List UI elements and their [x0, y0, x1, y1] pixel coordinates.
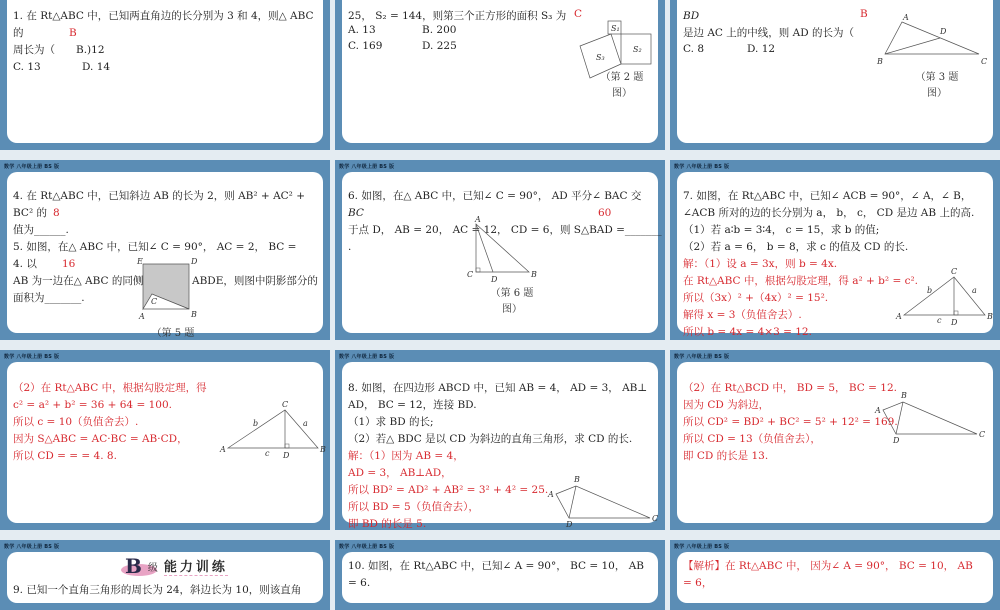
question-8-line1: 8. 如图，在四边形 ABCD 中，已知 AB = 4， AD = 3， AB⊥: [348, 382, 648, 394]
solution-line4: 所以 CD = 13（负值舍去），: [683, 433, 821, 445]
svg-text:b: b: [253, 419, 259, 428]
solution-line1: 解：（1）因为 AB = 4，: [348, 450, 464, 462]
slide-card: [677, 362, 993, 523]
question-1-line2: 的: [13, 27, 24, 39]
question-6-line2: BC: [348, 207, 364, 219]
slide-thumbnail-11[interactable]: [335, 540, 665, 610]
solution-line5: 即 CD 的长是 13.: [683, 450, 769, 462]
answer-4: 8: [53, 207, 60, 219]
angle-bisector-figure: [467, 215, 553, 284]
svg-text:c: c: [265, 449, 270, 458]
svg-text:B: B: [901, 391, 907, 400]
option-c: C. 8: [683, 43, 705, 55]
section-badge: [125, 554, 228, 578]
answer-6: 60: [598, 207, 612, 219]
solution-line5: 即 BD 的长是 5.: [348, 518, 427, 530]
slide-card: [342, 552, 658, 603]
solution-line4: 解得 x = 3（负值舍去）.: [683, 309, 802, 321]
question-3-line1: BD: [683, 10, 700, 22]
question-3-line2: 是边 AC 上的中线，则 AD 的长为（: [683, 27, 854, 39]
slide-header: 数学 八年级上册 BS 版: [674, 544, 730, 550]
question-7-part1: （1）若 a∶b = 3∶4， c = 15，求 b 的值;: [683, 224, 880, 236]
question-5-line2: 4. 以: [13, 258, 37, 270]
svg-text:A: A: [875, 406, 881, 415]
svg-text:E: E: [137, 257, 143, 266]
section-title: 能力训练: [164, 556, 228, 576]
svg-text:B: B: [320, 445, 326, 454]
svg-text:C: C: [467, 270, 474, 279]
svg-text:A: A: [139, 312, 145, 321]
svg-text:D: D: [893, 436, 900, 445]
question-9-line1: 9. 已知一个直角三角形的周长为 24，斜边长为 10，则该直角: [13, 584, 302, 596]
solution-line1: （2）在 Rt△BCD 中， BD = 5， BC = 12.: [683, 382, 897, 394]
svg-text:B: B: [191, 310, 197, 319]
question-8-part1: （1）求 BD 的长;: [348, 416, 434, 428]
square-shaded-figure: [137, 257, 203, 324]
slide-card: [677, 552, 993, 603]
option-a: A. 13: [348, 24, 376, 36]
option-b: B. 200: [422, 24, 457, 36]
option-c: C. 13: [13, 61, 41, 73]
question-4-line1: 4. 在 Rt△ABC 中，已知斜边 AB 的长为 2，则 AB² + AC² +: [13, 190, 306, 202]
slide-card: [7, 552, 323, 603]
answer-1: B: [69, 27, 77, 39]
solution-line2: AD = 3， AB⊥AD，: [348, 467, 452, 479]
slide-thumbnail-10[interactable]: [0, 540, 330, 610]
question-5-line1: 5. 如图，在△ ABC 中，已知∠ C = 90°， AC = 2， BC =: [13, 241, 297, 253]
svg-text:c: c: [937, 316, 942, 325]
svg-text:C: C: [282, 400, 289, 409]
slide-thumbnail-8[interactable]: [335, 350, 665, 530]
svg-text:A: A: [475, 215, 481, 224]
svg-text:C: C: [151, 297, 158, 306]
slide-card: [342, 362, 659, 530]
answer-3: B: [860, 8, 868, 20]
svg-text:B: B: [531, 270, 537, 279]
svg-text:A: A: [903, 13, 909, 22]
solution-line5: 所以 CD = = = 4. 8.: [13, 450, 117, 462]
slide-thumbnail-9[interactable]: [670, 350, 1000, 530]
slide-card: [342, 172, 662, 333]
question-7-line2: ∠ACB 所对的边的长分别为 a， b， c， CD 是边 AB 上的高.: [683, 207, 975, 219]
right-triangle-altitude-figure: [896, 267, 994, 327]
svg-text:S₃: S₃: [596, 53, 605, 62]
solution-line2: c² = a² + b² = 36 + 64 = 100.: [13, 399, 172, 411]
slide-card: [7, 362, 326, 523]
question-6-line3: 于点 D， AB = 20， AC = 12， CD = 6，则 S△BAD =_______: [348, 224, 662, 236]
slide-header: 数学 八年级上册 BS 版: [4, 164, 60, 170]
solution-line2: 在 Rt△ABC 中，根据勾股定理，得 a² + b² = c².: [683, 275, 919, 287]
slide-card: [677, 172, 993, 338]
slide-header: 数学 八年级上册 BS 版: [4, 544, 60, 550]
figure-caption: （第 2 题 图）: [600, 72, 644, 99]
question-7-part2: （2）若 a = 6， b = 8，求 c 的值及 CD 的长.: [683, 241, 909, 253]
figure-caption: （第 3 题 图）: [915, 72, 959, 99]
svg-text:D: D: [951, 318, 958, 327]
solution-line3: 所以（3x）² +（4x）² = 15².: [683, 292, 829, 304]
svg-text:C: C: [979, 430, 986, 439]
svg-text:a: a: [972, 286, 977, 295]
slide-thumbnail-6[interactable]: [670, 160, 1000, 340]
solution-line4: 因为 S△ABC = AC·BC = AB·CD，: [13, 433, 188, 445]
question-6-line4: .: [348, 241, 352, 253]
answer-2: C: [574, 8, 583, 20]
question-8-line2: AD， BC = 12，连接 BD.: [348, 399, 477, 411]
slide-card: [342, 0, 658, 143]
svg-text:S₂: S₂: [633, 45, 642, 54]
analysis-line1: 【解析】在 Rt△ABC 中， 因为∠ A = 90°， BC = 10， AB: [683, 560, 973, 572]
figure-caption: （第 6 题 图）: [490, 288, 534, 315]
solution-line5: 所以 b = 4x = 4×3 = 12.: [683, 326, 812, 338]
slide-card: [7, 172, 323, 339]
slide-thumbnail-3[interactable]: [670, 0, 1000, 150]
question-10-line2: = 6.: [348, 577, 371, 589]
badge-level: 级: [147, 562, 158, 574]
svg-text:D: D: [940, 27, 947, 36]
svg-text:D: D: [566, 520, 573, 529]
question-8-part2: （2）若△ BDC 是以 CD 为斜边的直角三角形，求 CD 的长.: [348, 433, 633, 445]
analysis-line2: = 6，: [683, 577, 713, 589]
slide-header: 数学 八年级上册 BS 版: [4, 354, 60, 360]
badge-letter: B: [125, 554, 142, 578]
slide-header: 数学 八年级上册 BS 版: [339, 544, 395, 550]
question-5-line3b: ABDE，则图中阴影部分的: [192, 275, 318, 287]
option-c: C. 169: [348, 40, 383, 52]
svg-text:S₁: S₁: [611, 24, 620, 33]
svg-text:D: D: [191, 257, 198, 266]
slide-header: 数学 八年级上册 BS 版: [339, 164, 395, 170]
svg-text:B: B: [574, 475, 580, 484]
question-10-line1: 10. 如图，在 Rt△ABC 中，已知∠ A = 90°， BC = 10， AB: [348, 560, 644, 572]
triangle-median-figure: [877, 13, 997, 68]
answer-5: 16: [62, 258, 76, 270]
svg-text:D: D: [491, 275, 498, 284]
svg-text:a: a: [303, 419, 308, 428]
slide-thumbnail-2[interactable]: [335, 0, 665, 150]
solution-line1: 解：（1）设 a = 3x，则 b = 4x.: [683, 258, 838, 270]
question-5-line4: 面积为_______.: [13, 292, 85, 304]
slide-header: 数学 八年级上册 BS 版: [674, 164, 730, 170]
quadrilateral-figure: [548, 475, 660, 529]
question-4-line2: BC² 的: [13, 207, 47, 219]
svg-text:C: C: [951, 267, 958, 276]
slide-thumbnail-7[interactable]: [0, 350, 330, 530]
solution-line1: （2）在 Rt△ABC 中，根据勾股定理，得: [13, 382, 207, 394]
slide-thumbnail-12[interactable]: [670, 540, 1000, 610]
slide-header: 数学 八年级上册 BS 版: [674, 354, 730, 360]
right-triangle-altitude-figure: [220, 400, 326, 460]
question-6-line1: 6. 如图，在△ ABC 中，已知∠ C = 90°， AD 平分∠ BAC 交: [348, 190, 642, 202]
slide-header: 数学 八年级上册 BS 版: [339, 354, 395, 360]
question-4-line3: 值为______.: [13, 224, 69, 236]
question-5-line3: AB 为一边在△ ABC 的同侧: [13, 275, 144, 287]
question-2-line1: 25， S₂ = 144，则第三个正方形的面积 S₃ 为: [348, 10, 567, 22]
solution-line2: 因为 CD 为斜边，: [683, 399, 770, 411]
svg-text:A: A: [548, 490, 554, 499]
question-7-line1: 7. 如图，在 Rt△ABC 中，已知∠ ACB = 90°，∠ A，∠ B，: [683, 190, 972, 202]
solution-line3: 所以 CD² = BD² + BC² = 5² + 12² = 169.: [683, 416, 898, 428]
svg-text:B: B: [987, 312, 993, 321]
svg-text:D: D: [283, 451, 290, 460]
question-1-line1: 1. 在 Rt△ABC 中，已知两直角边的长分别为 3 和 4，则△ ABC: [13, 10, 314, 22]
slide-thumbnail-1[interactable]: [0, 0, 330, 150]
svg-text:C: C: [981, 57, 988, 66]
solution-line3: 所以 c = 10（负值舍去）.: [13, 416, 139, 428]
option-d: D. 14: [82, 61, 111, 73]
figure-caption: （第 5 题: [151, 328, 195, 339]
option-d: D. 225: [422, 40, 457, 52]
svg-text:b: b: [927, 286, 933, 295]
svg-text:A: A: [220, 445, 226, 454]
svg-text:A: A: [896, 312, 902, 321]
question-1-line3: 周长为（ B.)12: [13, 44, 105, 56]
slide-card: [677, 0, 993, 143]
slide-thumbnail-4[interactable]: [0, 160, 330, 340]
slide-card: [7, 0, 323, 143]
option-d: D. 12: [747, 43, 776, 55]
solution-line4: 所以 BD = 5（负值舍去），: [348, 501, 479, 513]
quadrilateral-figure: [875, 391, 987, 445]
svg-text:B: B: [877, 57, 883, 66]
solution-line3: 所以 BD² = AD² + AB² = 3² + 4² = 25.: [348, 484, 549, 496]
svg-text:C: C: [652, 514, 659, 523]
slide-thumbnail-5[interactable]: [335, 160, 665, 340]
